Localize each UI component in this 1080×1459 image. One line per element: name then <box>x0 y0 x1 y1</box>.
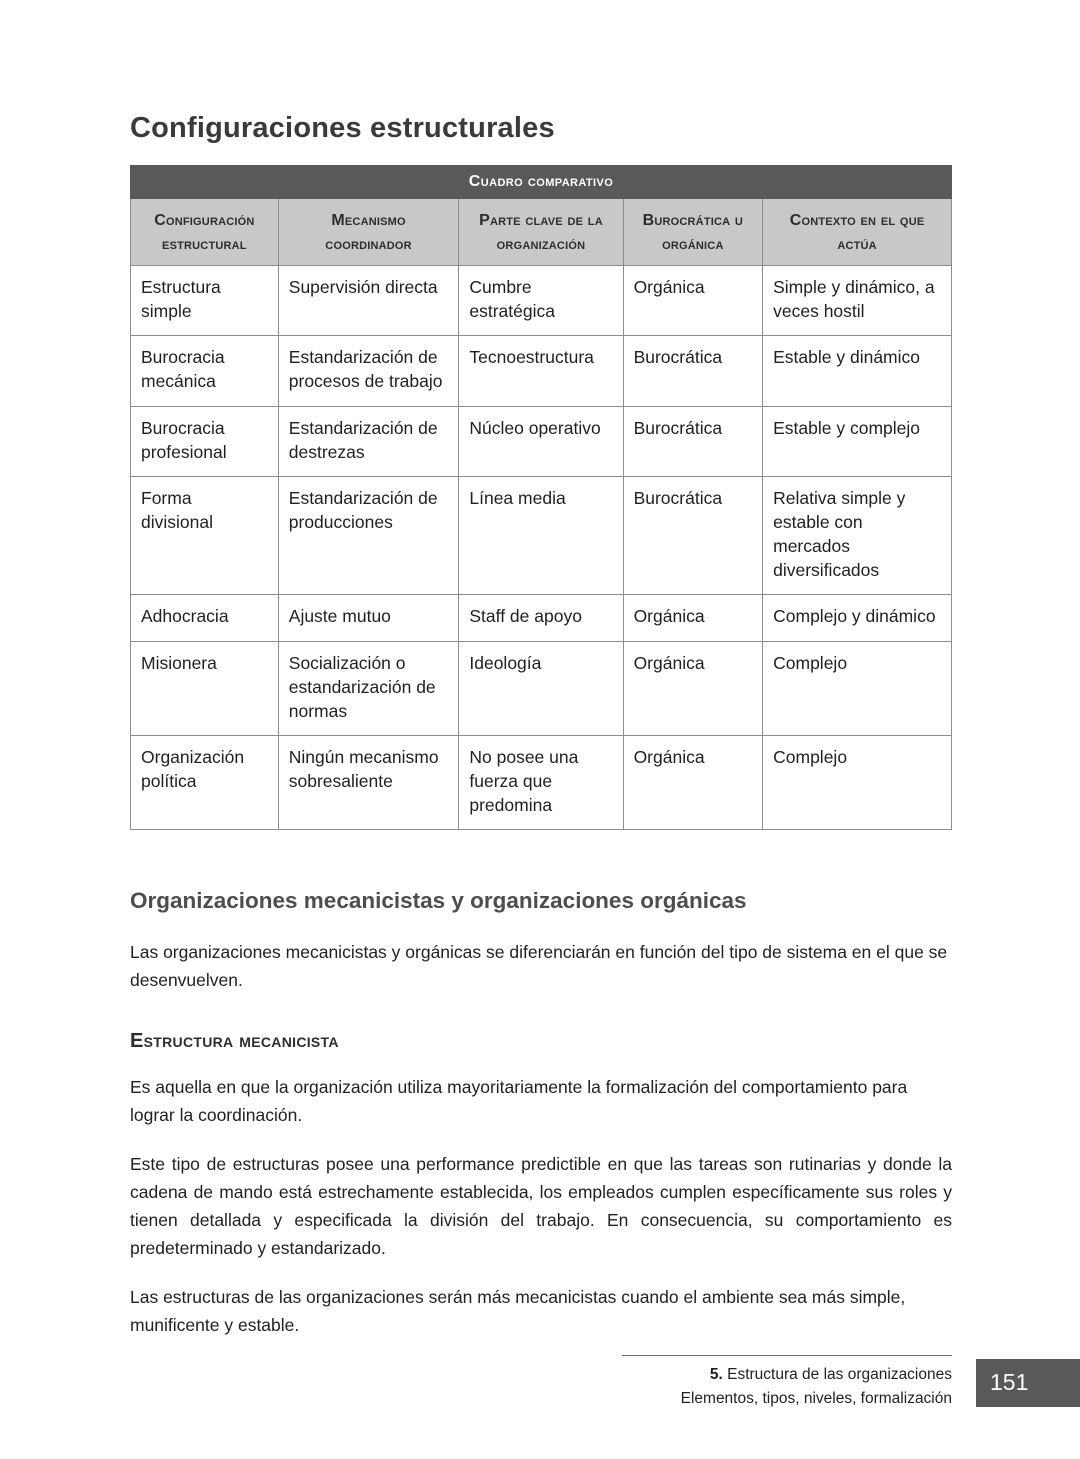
table-cell: Burocracia profesional <box>131 406 279 476</box>
footer-chapter-number: 5. <box>709 1365 723 1383</box>
table-row <box>131 336 952 406</box>
paragraph: Es aquella en que la organización utiliza mayoritariamente la formalización del comportamiento para lograr la coordinación. <box>130 1077 908 1126</box>
subsection-heading-estructura-mecanicista: Estructura mecanicista <box>130 1030 339 1053</box>
column-header: Burocrática u orgánica <box>623 199 763 266</box>
table-cell: Staff de apoyo <box>459 595 623 641</box>
page-title: Configuraciones estructurales <box>130 112 555 144</box>
table-cell: Burocrática <box>623 406 763 476</box>
paragraph: Las organizaciones mecanicistas y orgánicas se diferenciarán en función del tipo de sistema en el que se desenvuelven. <box>130 942 948 991</box>
table-cell: Orgánica <box>623 595 763 641</box>
table-caption-row <box>131 166 952 199</box>
table-cell: Línea media <box>459 476 623 595</box>
footer-chapter-title: Estructura de las organizaciones <box>722 1365 952 1383</box>
table-cell: Ideología <box>459 641 623 735</box>
paragraph: Las estructuras de las organizaciones serán más mecanicistas cuando el ambiente sea más simple, munificente y estable. <box>130 1287 906 1336</box>
table-row <box>131 595 952 641</box>
table-header-row <box>131 199 952 266</box>
table-cell: Burocrática <box>623 336 763 406</box>
table-cell: Adhocracia <box>131 595 279 641</box>
table-caption: Cuadro comparativo <box>131 166 952 199</box>
table-cell: Ningún mecanismo sobresaliente <box>278 735 459 829</box>
table-cell: Cumbre estratégica <box>459 266 623 336</box>
table-cell: No posee una fuerza que predomina <box>459 735 623 829</box>
table-cell: Estandarización de procesos de trabajo <box>278 336 459 406</box>
table-cell: Estable y dinámico <box>763 336 952 406</box>
section-heading-organizaciones: Organizaciones mecanicistas y organizaciones orgánicas <box>130 888 747 914</box>
table-cell: Orgánica <box>623 641 763 735</box>
table-cell: Estandarización de destrezas <box>278 406 459 476</box>
table-cell: Relativa simple y estable con mercados diversificados <box>763 476 952 595</box>
table-cell: Burocracia mecánica <box>131 336 279 406</box>
table-cell: Orgánica <box>623 735 763 829</box>
table-row <box>131 266 952 336</box>
table-cell: Supervisión directa <box>278 266 459 336</box>
table-cell: Núcleo operativo <box>459 406 623 476</box>
column-header: Contexto en el que actúa <box>763 199 952 266</box>
table-row <box>131 735 952 829</box>
table-cell: Orgánica <box>623 266 763 336</box>
table-cell: Organización política <box>131 735 279 829</box>
column-header: Parte clave de la organización <box>459 199 623 266</box>
table-cell: Misionera <box>131 641 279 735</box>
table-cell: Estructura simple <box>131 266 279 336</box>
page-number-badge <box>976 1359 1080 1407</box>
column-header: Configuración estructural <box>131 199 279 266</box>
table-cell: Simple y dinámico, a veces hostil <box>763 266 952 336</box>
column-header: Mecanismo coordinador <box>278 199 459 266</box>
footer-line-2: Elementos, tipos, niveles, formalización <box>680 1389 952 1407</box>
footer-line-1 <box>622 1363 952 1387</box>
table-row <box>131 406 952 476</box>
page-footer <box>622 1355 1080 1411</box>
comparative-table <box>130 165 952 830</box>
table-cell: Ajuste mutuo <box>278 595 459 641</box>
footer-caption <box>622 1355 952 1411</box>
paragraph: Este tipo de estructuras posee una performance predictible en que las tareas son rutinarias y donde la cadena de mando está estrechamente establecida, los empleados cumplen específicamente sus roles y tienen detallada y especificada la división del trabajo. En consecuencia, su comportamiento es predeterminado y estandarizado. <box>130 1154 952 1259</box>
table-cell: Forma divisional <box>131 476 279 595</box>
table-cell: Estandarización de producciones <box>278 476 459 595</box>
table-cell: Complejo <box>763 735 952 829</box>
table-row <box>131 476 952 595</box>
table-cell: Burocrática <box>623 476 763 595</box>
page-number: 151 <box>990 1369 1029 1396</box>
table-cell: Tecnoestructura <box>459 336 623 406</box>
table-row <box>131 641 952 735</box>
table-cell: Socialización o estandarización de normas <box>278 641 459 735</box>
table-cell: Complejo y dinámico <box>763 595 952 641</box>
table-cell: Complejo <box>763 641 952 735</box>
table-cell: Estable y complejo <box>763 406 952 476</box>
